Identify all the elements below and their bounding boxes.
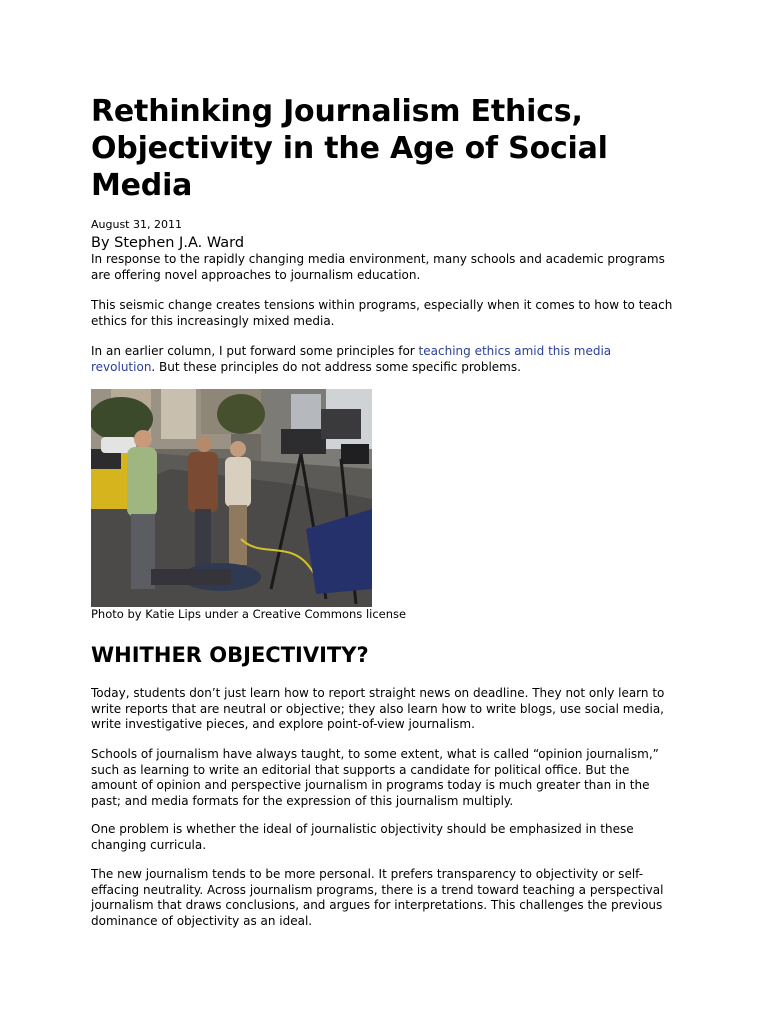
section-paragraph-4: The new journalism tends to be more personal. It prefers transparency to objectivity or self-effacing neutrality. Across journalism programs, there is a trend toward teaching a perspectival journalism that draws conclusions, and argues for interpretations. This challenges the previous dominance of objectivity as an ideal. (91, 867, 664, 928)
intro-paragraph-1: In response to the rapidly changing media environment, many schools and academic programs are offering novel approaches to journalism education. (91, 252, 665, 282)
photo-caption: Photo by Katie Lips under a Creative Commons license (91, 607, 407, 621)
street-journalists-photo (91, 389, 372, 607)
article-photo (91, 389, 372, 607)
article-date: August 31, 2011 (91, 218, 182, 231)
section-paragraph-2: Schools of journalism have always taught, to some extent, what is called “opinion journalism,” such as learning to write an editorial that supports a candidate for political office. But the amount of opinion and perspective journalism in programs today is much greater than in the past; and media formats for the expression of this journalism multiply. (91, 747, 659, 808)
section-paragraph-1: Today, students don’t just learn how to report straight news on deadline. They not only learn to write reports that are neutral or objective; they also learn how to write blogs, use social media, write investigative pieces, and explore point-of-view journalism. (91, 686, 665, 731)
intro-paragraph-3-text-end: . But these principles do not address some specific problems. (151, 359, 521, 374)
section-paragraph-3: One problem is whether the ideal of journalistic objectivity should be emphasized in these changing curricula. (91, 822, 634, 852)
intro-paragraph-3 (91, 344, 677, 375)
article-title: Rethinking Journalism Ethics, Objectivity in the Age of Social Media (91, 94, 608, 203)
article-byline: By Stephen J.A. Ward (91, 235, 245, 251)
section-heading: WHITHER OBJECTIVITY? (91, 643, 369, 667)
teaching-ethics-link[interactable]: teaching ethics amid this media revolution (91, 344, 612, 374)
intro-paragraph-2: This seismic change creates tensions within programs, especially when it comes to how to teach ethics for this increasingly mixed media. (91, 298, 673, 328)
intro-paragraph-3-text-start: In an earlier column, I put forward some principles for (91, 344, 419, 358)
